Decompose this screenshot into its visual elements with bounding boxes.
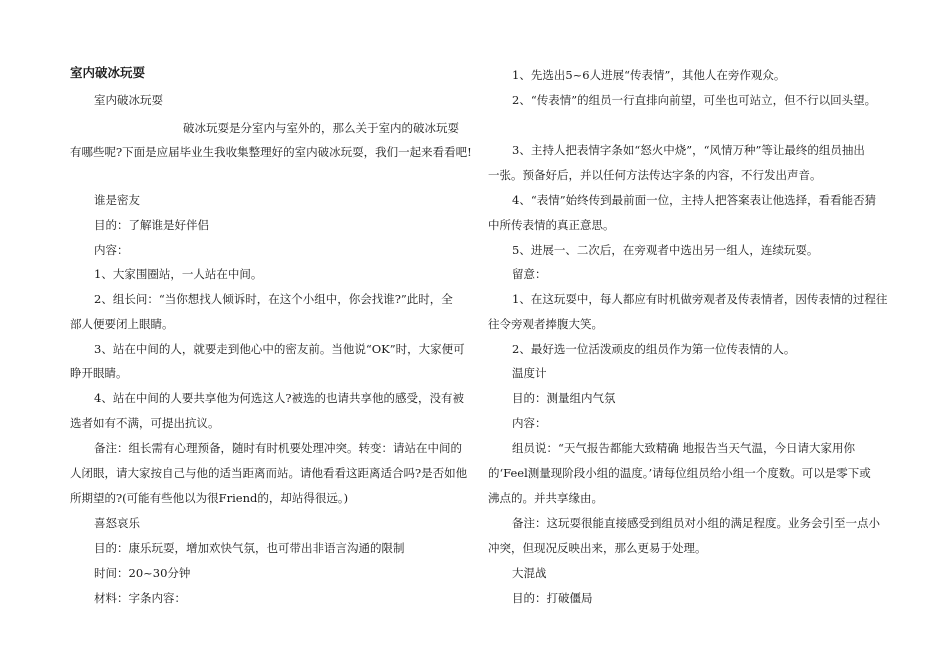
thermometer-say-line-2: 的‘Feel测量现阶段小组的温度。’请每位组员给小组一个度数。可以是零下或 xyxy=(488,466,871,480)
intro-line-2: 有哪些呢?下面是应届毕业生我收集整理好的室内破冰玩耍，我们一起来看看吧! xyxy=(70,145,472,159)
note-line-2: 人闭眼，请大家按自己与他的适当距离而站。请他看看这距离适合吗?是否如他 xyxy=(70,466,468,480)
step-3-line-2: 睁开眼睛。 xyxy=(70,366,128,380)
r-step-4-line-1: 4、“表情”始终传到最前面一位，主持人把答案表让他选择，看看能否猜 xyxy=(512,193,877,207)
r-step-5: 5、进展一、二次后，在旁观者中选出另一组人，连续玩耍。 xyxy=(512,243,819,257)
intro-line-1: 破冰玩耍是分室内与室外的，那么关于室内的破冰玩耍 xyxy=(183,121,459,135)
r-step-1: 1、先选出5~6人进展“传表情”，其他人在旁作观众。 xyxy=(512,68,786,82)
thermometer-note-line-1: 备注：这玩耍很能直接感受到组员对小组的满足程度。业务会引至一点小 xyxy=(512,516,880,530)
section-heading-melee: 大混战 xyxy=(512,566,547,580)
note-line-1: 备注：组长需有心理预备，随时有时机要处理冲突。转变：请站在中间的 xyxy=(94,441,462,455)
step-2-line-2: 部人便要闭上眼睛。 xyxy=(70,317,174,331)
section-heading-thermometer: 温度计 xyxy=(512,366,547,380)
purpose-line: 目的：了解谁是好伴侣 xyxy=(94,218,209,232)
r-attention-1-line-1: 1、在这玩耍中，每人都应有时机做旁观者及传表情者，因传表情的过程往 xyxy=(512,292,888,306)
r-step-3-line-2: 一张。预备好后，并以任何方法传达字条的内容，不行发出声音。 xyxy=(488,168,822,182)
thermometer-say-line-1: 组员说：“天气报告都能大致精确 地报告当天气温，今日请大家用你 xyxy=(512,441,856,455)
note-line-3: 所期望的?(可能有些他以为很Friend的，却站得很远。) xyxy=(70,491,349,505)
thermometer-content-label: 内容： xyxy=(512,416,547,430)
step-4-line-2: 选者如有不满，可提出抗议。 xyxy=(70,416,220,430)
thermometer-purpose: 目的：测量组内气氛 xyxy=(512,391,616,405)
step-1: 1、大家围圈站，一人站在中间。 xyxy=(94,267,263,281)
r-attention-2: 2、最好选一位活泼顽皮的组员作为第一位传表情的人。 xyxy=(512,342,796,356)
section-heading-best-friend: 谁是密友 xyxy=(94,193,140,207)
document-title: 室内破冰玩耍 xyxy=(70,65,146,80)
r-attention-label: 留意： xyxy=(512,267,547,281)
section-heading-emotions: 喜怒哀乐 xyxy=(94,516,140,530)
emotions-materials: 材料：字条内容： xyxy=(94,591,186,605)
emotions-purpose: 目的：康乐玩耍，增加欢快气氛，也可带出非语言沟通的限制 xyxy=(94,541,405,555)
r-step-4-line-2: 中所传表情的真正意思。 xyxy=(488,218,615,232)
r-step-3-line-1: 3、主持人把表情字条如“怒火中烧”，“风情万种”等让最终的组员抽出 xyxy=(512,143,865,157)
r-attention-1-line-2: 往令旁观者捧腹大笑。 xyxy=(488,317,603,331)
step-2-line-1: 2、组长问：“当你想找人倾诉时，在这个小组中，你会找谁?”此时，全 xyxy=(94,292,453,306)
emotions-time: 时间：20~30分钟 xyxy=(94,566,191,580)
thermometer-note-line-2: 冲突，但现况反映出来，那么更易于处理。 xyxy=(488,541,707,555)
content-label: 内容： xyxy=(94,243,129,257)
r-step-2: 2、“传表情”的组员一行直排向前望，可坐也可站立，但不行以回头望。 xyxy=(512,93,877,107)
step-4-line-1: 4、站在中间的人要共享他为何选这人?被选的也请共享他的感受，没有被 xyxy=(94,391,464,405)
melee-purpose: 目的：打破僵局 xyxy=(512,591,593,605)
step-3-line-1: 3、站在中间的人，就要走到他心中的密友前。当他说“OK”时，大家便可 xyxy=(94,342,465,356)
subtitle: 室内破冰玩耍 xyxy=(94,93,163,107)
thermometer-say-line-3: 沸点的。并共享缘由。 xyxy=(488,491,603,505)
